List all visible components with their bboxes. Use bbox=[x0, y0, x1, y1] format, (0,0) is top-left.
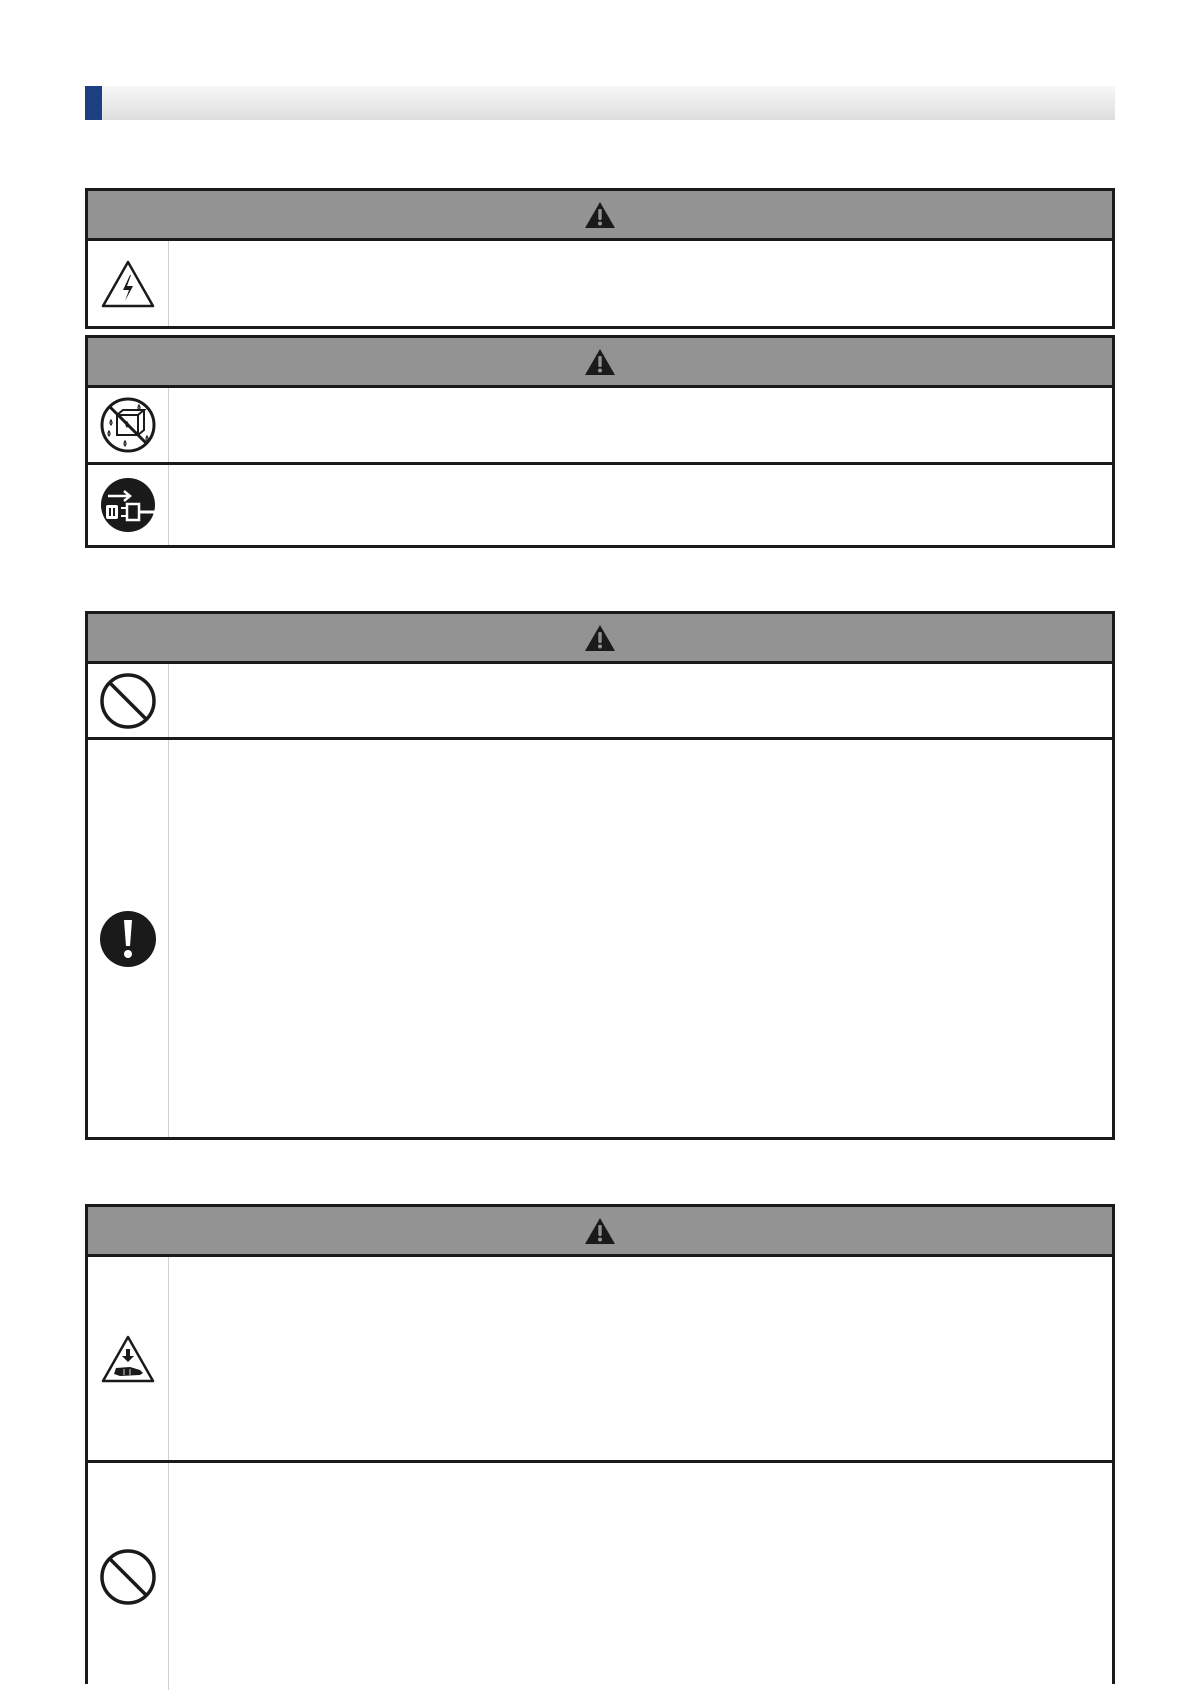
section-header-bar bbox=[85, 86, 1115, 120]
warning-table-1 bbox=[85, 188, 1115, 329]
section-accent-block bbox=[85, 86, 102, 120]
row-icon-cell bbox=[88, 740, 169, 1137]
unplug-power-cord-icon bbox=[99, 476, 157, 534]
warning-row bbox=[88, 241, 1112, 326]
no-wet-location-icon bbox=[99, 396, 157, 454]
warning-table-header bbox=[88, 338, 1112, 388]
mandatory-action-icon bbox=[99, 910, 157, 968]
warning-triangle-icon bbox=[584, 348, 616, 376]
warning-row bbox=[88, 737, 1112, 1137]
row-text-cell bbox=[169, 664, 1112, 737]
prohibited-icon bbox=[99, 672, 157, 730]
warning-row bbox=[88, 1257, 1112, 1460]
row-text-cell bbox=[169, 465, 1112, 545]
warning-table-header bbox=[88, 191, 1112, 241]
row-icon-cell bbox=[88, 465, 169, 545]
warning-row bbox=[88, 388, 1112, 462]
electric-shock-warning-icon bbox=[100, 259, 156, 309]
warning-table-3 bbox=[85, 611, 1115, 1140]
row-icon-cell bbox=[88, 388, 169, 462]
row-text-cell bbox=[169, 1257, 1112, 1460]
warning-triangle-icon bbox=[584, 201, 616, 229]
warning-table-2 bbox=[85, 335, 1115, 548]
prohibited-icon bbox=[99, 1548, 157, 1606]
warning-triangle-icon bbox=[584, 624, 616, 652]
row-icon-cell bbox=[88, 664, 169, 737]
row-text-cell bbox=[169, 241, 1112, 326]
row-text-cell bbox=[169, 1463, 1112, 1690]
warning-table-header bbox=[88, 1207, 1112, 1257]
warning-triangle-icon bbox=[584, 1217, 616, 1245]
warning-row bbox=[88, 462, 1112, 545]
warning-table-header bbox=[88, 614, 1112, 664]
warning-row bbox=[88, 664, 1112, 737]
row-icon-cell bbox=[88, 241, 169, 326]
row-icon-cell bbox=[88, 1463, 169, 1690]
hand-crush-warning-icon bbox=[100, 1334, 156, 1384]
warning-table-4 bbox=[85, 1204, 1115, 1684]
warning-row bbox=[88, 1460, 1112, 1690]
row-icon-cell bbox=[88, 1257, 169, 1460]
row-text-cell bbox=[169, 388, 1112, 462]
row-text-cell bbox=[169, 740, 1112, 1137]
